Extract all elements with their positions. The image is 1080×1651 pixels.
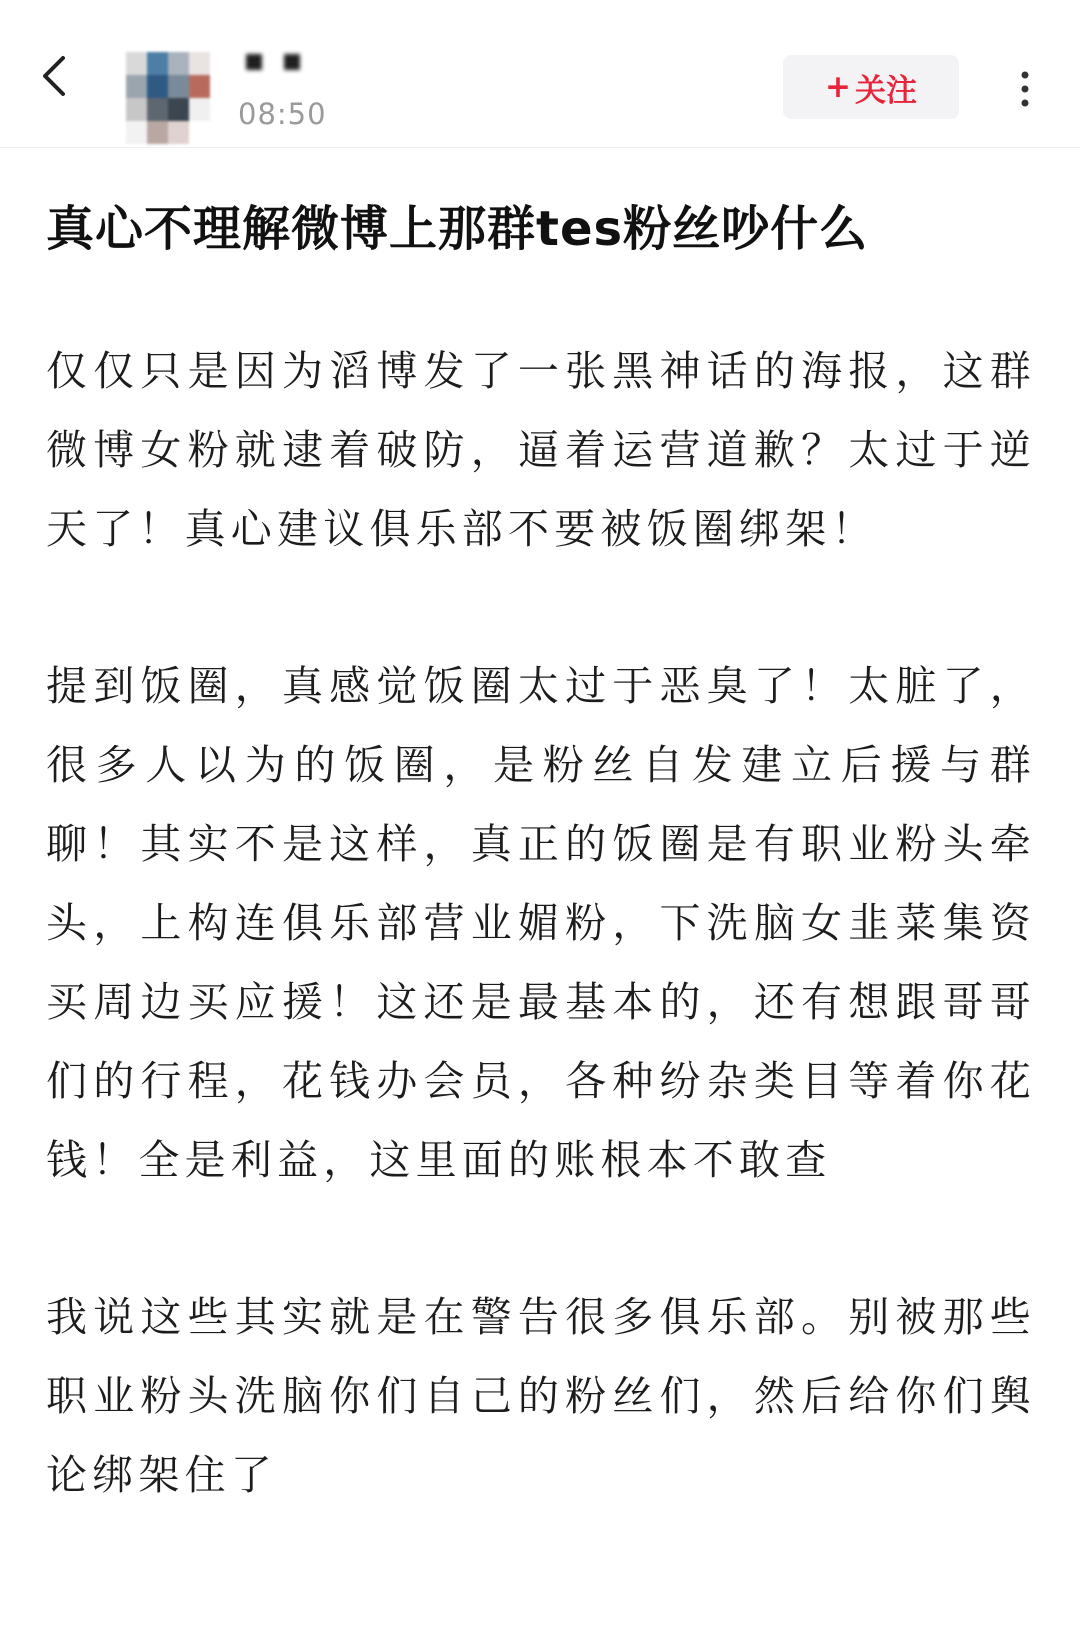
post-title: 真心不理解微博上那群tes粉丝吵什么: [46, 201, 869, 257]
follow-label: 关注: [854, 72, 917, 109]
post-body: [46, 332, 1036, 1593]
follow-button[interactable]: [783, 55, 959, 119]
plus-icon: +: [825, 69, 851, 105]
post-paragraph: 仅仅只是因为滔博发了一张黑神话的海报，这群微博女粉就逮着破防，逼着运营道歉？太过于逆天了！真心建议俱乐部不要被饭圈绑架！: [46, 347, 1036, 553]
post-paragraph: 我说这些其实就是在警告很多俱乐部。别被那些职业粉头洗脑你们自己的粉丝们，然后给你们舆论绑架住了: [46, 1293, 1036, 1499]
post-time: 08:50: [238, 97, 327, 131]
username-obscured[interactable]: [238, 52, 368, 74]
chevron-left-icon: [39, 54, 69, 98]
avatar[interactable]: [126, 52, 210, 144]
post-header: [0, 0, 1080, 148]
back-button[interactable]: [28, 50, 80, 102]
more-button[interactable]: [1010, 62, 1040, 116]
more-vertical-icon: [1019, 69, 1031, 109]
post-paragraph: 提到饭圈，真感觉饭圈太过于恶臭了！太脏了，很多人以为的饭圈，是粉丝自发建立后援与群聊！其实不是这样，真正的饭圈是有职业粉头牵头，上构连俱乐部营业媚粉，下洗脑女韭菜集资买周边买应援！这还是最基本的，还有想跟哥哥们的行程，花钱办会员，各种纷杂类目等着你花钱！全是利益，这里面的账根本不敢查: [46, 662, 1036, 1184]
